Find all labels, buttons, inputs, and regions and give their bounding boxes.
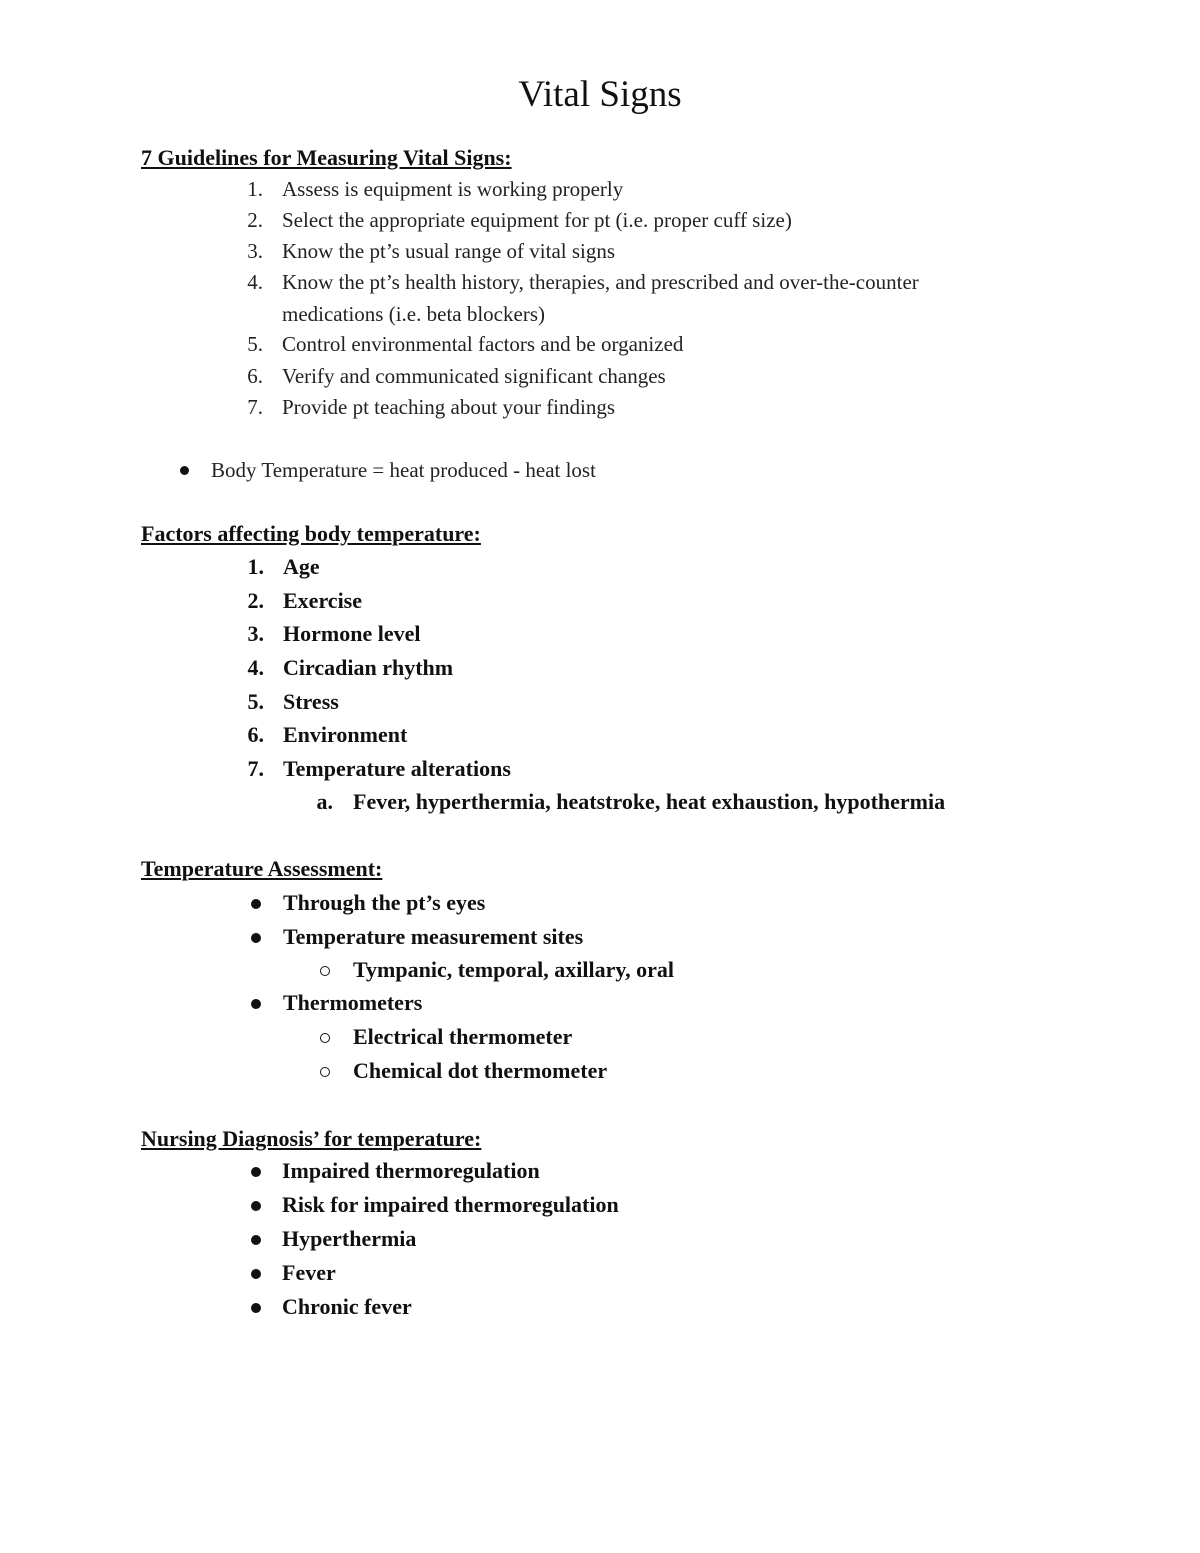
list-item-text: Tympanic, temporal, axillary, oral [353, 957, 675, 982]
list-item-text: Stress [283, 689, 339, 714]
factors-heading: Factors affecting body temperature: [141, 521, 481, 546]
list-item-text: Know the pt’s health history, therapies, and prescribed and over-the-counter [282, 270, 919, 294]
list-item-text: Chronic fever [282, 1294, 412, 1319]
diagnosis-heading: Nursing Diagnosis’ for temperature: [141, 1126, 482, 1151]
list-item-text: Know the pt’s usual range of vital signs [282, 239, 616, 263]
bullet-icon [251, 1235, 261, 1245]
bullet-icon [251, 1303, 261, 1313]
list-item-text: medications (i.e. beta blockers) [282, 302, 545, 326]
list-item-text: Impaired thermoregulation [282, 1158, 540, 1183]
list-item-text: Provide pt teaching about your findings [282, 395, 616, 419]
list-item-text: Electrical thermometer [353, 1024, 573, 1049]
list-marker: 2. [247, 208, 263, 232]
list-marker: 4. [247, 270, 263, 294]
list-item-text: Select the appropriate equipment for pt (i.e. proper cuff size) [282, 208, 792, 232]
list-marker: 5. [247, 332, 263, 356]
note-text: Body Temperature = heat produced - heat lost [211, 458, 596, 482]
list-item-text: Hyperthermia [282, 1226, 417, 1251]
list-marker: 7. [247, 756, 264, 781]
list-item-text: Verify and communicated significant changes [282, 364, 666, 388]
list-item-text: Environment [283, 722, 408, 747]
list-item-text: Through the pt’s eyes [283, 890, 486, 915]
list-item-text: Fever [282, 1260, 336, 1285]
bullet-icon [251, 999, 261, 1009]
hollow-bullet-icon [320, 1033, 330, 1043]
page-title: Vital Signs [518, 74, 682, 115]
bullet-icon [251, 1167, 261, 1177]
list-item-text: Temperature measurement sites [283, 924, 584, 949]
list-item-text: Exercise [283, 588, 363, 613]
list-marker: 3. [247, 621, 264, 646]
bullet-icon [251, 1201, 261, 1211]
bullet-icon [251, 1269, 261, 1279]
list-marker: 6. [247, 364, 263, 388]
list-item-text: Temperature alterations [283, 756, 511, 781]
bullet-icon [180, 466, 189, 475]
list-item-text: Thermometers [283, 990, 423, 1015]
list-item-text: Age [283, 554, 320, 579]
list-item-text: Chemical dot thermometer [353, 1058, 608, 1083]
assessment-heading: Temperature Assessment: [141, 856, 383, 881]
list-marker: 6. [247, 722, 264, 747]
list-marker: 3. [247, 239, 263, 263]
list-marker: 1. [247, 177, 263, 201]
bullet-icon [251, 899, 261, 909]
hollow-bullet-icon [320, 1067, 330, 1077]
list-marker: 2. [247, 588, 264, 613]
list-marker: 4. [247, 655, 264, 680]
list-item-text: Control environmental factors and be organized [282, 332, 684, 356]
list-marker: 5. [247, 689, 264, 714]
list-marker: a. [316, 789, 333, 814]
list-marker: 1. [247, 554, 264, 579]
bullet-icon [251, 933, 261, 943]
list-item-text: Circadian rhythm [283, 655, 454, 680]
guidelines-heading: 7 Guidelines for Measuring Vital Signs: [141, 145, 512, 170]
list-marker: 7. [247, 395, 263, 419]
hollow-bullet-icon [320, 966, 330, 976]
list-item-text: Hormone level [283, 621, 421, 646]
list-item-text: Assess is equipment is working properly [282, 177, 624, 201]
list-item-text: Risk for impaired thermoregulation [282, 1192, 619, 1217]
list-item-text: Fever, hyperthermia, heatstroke, heat exhaustion, hypothermia [353, 789, 946, 814]
